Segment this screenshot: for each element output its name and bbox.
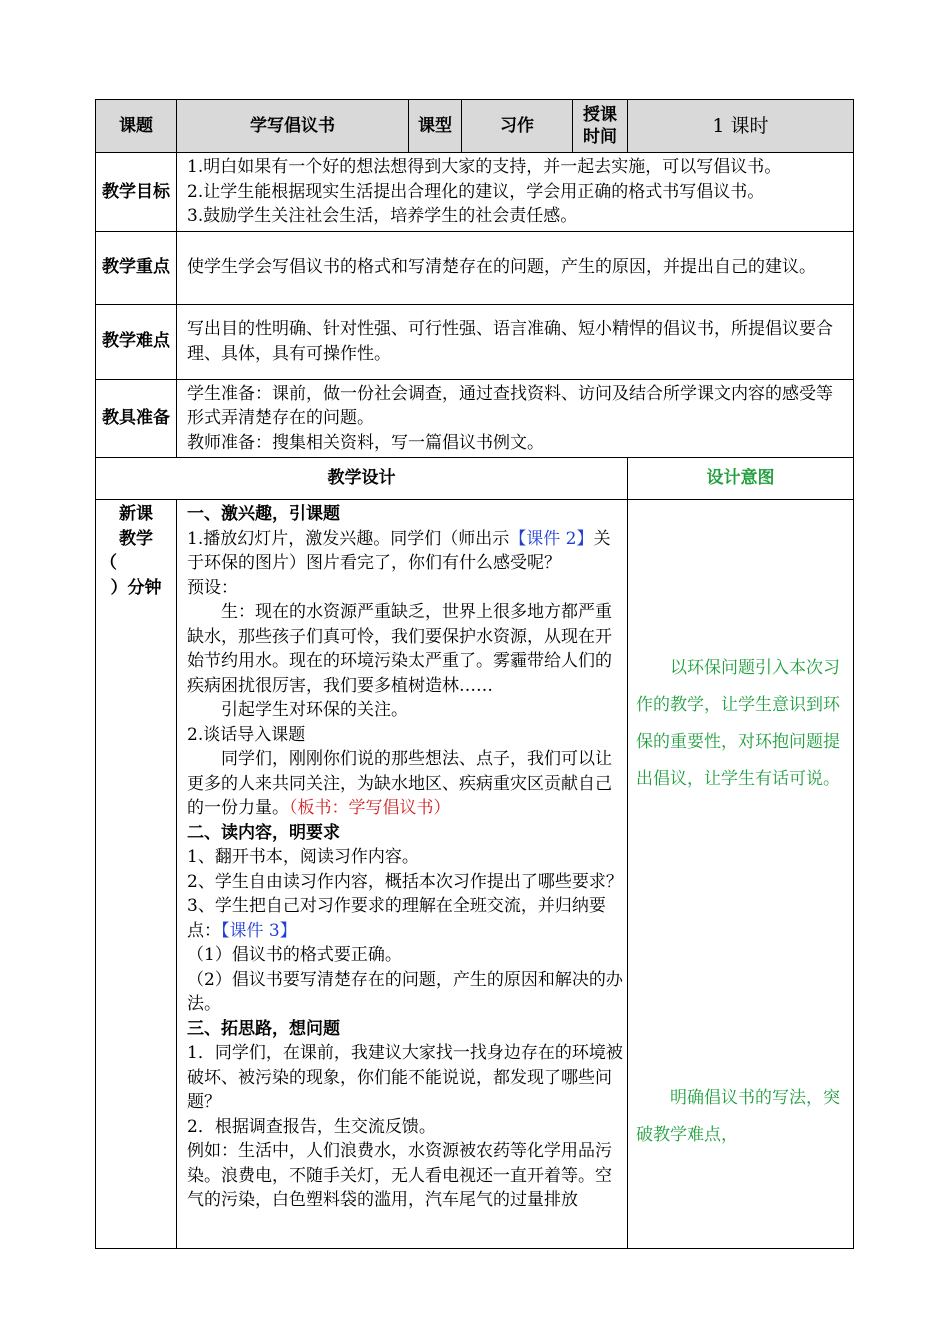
difficulties-row xyxy=(96,304,854,379)
paragraph: 生：现在的水资源严重缺乏，世界上很多地方都严重缺水，那些孩子们真可怜，我们要保护水资源，从现在开始节约用水。现在的环境污染太严重了。雾霾带给人们的疾病困扰很厉害，我们要多植树造林…… xyxy=(187,602,612,696)
difficulties-label xyxy=(96,304,177,379)
intent-header: 设计意图 xyxy=(628,458,854,500)
lesson-plan-table xyxy=(95,99,854,1249)
paragraph: 引起学生对环保的关注。 xyxy=(221,700,408,720)
courseware-ref: 【课件 2】 xyxy=(509,528,594,549)
text-span: 1.播放幻灯片，激发兴趣。同学们（师出示 xyxy=(187,528,510,549)
topic-value: 学写倡议书 xyxy=(177,100,409,153)
goal-item: 2.让学生能根据现实生活提出合理化的建议，学会用正确的格式书写倡议书。 xyxy=(187,181,765,202)
design-content xyxy=(177,500,628,1249)
paragraph: 2．根据调查报告，生交流反馈。 xyxy=(187,1116,436,1137)
design-header: 教学设计 xyxy=(96,458,628,500)
tools-label xyxy=(96,379,177,458)
text-span: 3、学生把自己对习作要求的理解在全班交流，并归纳要点： xyxy=(187,896,606,941)
topic-label: 课题 xyxy=(96,100,177,153)
paragraph: 例如：生活中，人们浪费水，水资源被农药等化学用品污染。浪费电，不随手关灯，无人看电视还一直开着等。空气的污染，白色塑料袋的滥用，汽车尾气的过量排放 xyxy=(187,1141,612,1210)
paragraph: 2.谈话导入课题 xyxy=(187,724,306,745)
intent-note: 明确倡议书的写法，突破教学难点， xyxy=(636,1088,840,1145)
tools-label-text: 教具准备 xyxy=(102,408,170,428)
new-lesson-label-line: 新课 xyxy=(119,504,153,524)
time-label: 授课时间 xyxy=(573,100,628,153)
new-lesson-label xyxy=(96,500,177,1249)
intent-content xyxy=(628,500,854,1249)
goals-row xyxy=(96,153,854,232)
goals-label-text: 教学目标 xyxy=(102,181,170,202)
paragraph: 预设： xyxy=(187,577,238,598)
section-title: 二、读内容，明要求 xyxy=(187,822,340,843)
hours-value: 1 课时 xyxy=(628,100,854,153)
courseware-ref: 【课件 3】 xyxy=(221,920,297,941)
text-span: 同学们，刚刚你们说的那些想法、点子，我们可以让更多的人来共同关注，为缺水地区、疾病重灾区贡献自己的一份力量。 xyxy=(187,749,612,818)
key-points-label xyxy=(96,231,177,304)
new-lesson-label-line: 教学 xyxy=(119,528,153,549)
paragraph: （2）倡议书要写清楚存在的问题，产生的原因和解决的办法。 xyxy=(187,969,623,1014)
section-title: 一、激兴趣，引课题 xyxy=(187,504,340,524)
text-span: 关于环保的图片）图片看完了，你们有什么感受呢？ xyxy=(187,528,611,573)
teacher-prep: 教师准备：搜集相关资料，写一篇倡议书例文。 xyxy=(187,432,544,453)
section-title: 三、拓思路，想问题 xyxy=(187,1018,340,1039)
type-value: 习作 xyxy=(462,100,573,153)
student-prep: 学生准备：课前，做一份社会调查，通过查找资料、访问及结合所学课文内容的感受等形式弄清楚存在的问题。 xyxy=(187,383,833,428)
new-lesson-label-line: ）分钟 xyxy=(110,577,162,598)
board-note: （板书：学写倡议书） xyxy=(289,798,451,818)
type-label: 课型 xyxy=(409,100,462,153)
header-row xyxy=(96,100,854,153)
tools-content xyxy=(177,379,854,458)
tools-row xyxy=(96,379,854,458)
section-header-row xyxy=(96,458,854,500)
goal-item: 1.明白如果有一个好的想法想得到大家的支持，并一起去实施，可以写倡议书。 xyxy=(187,157,782,177)
paragraph: 1、翻开书本，阅读习作内容。 xyxy=(187,847,419,867)
key-points-row xyxy=(96,231,854,304)
key-points-label-text: 教学重点 xyxy=(102,257,170,278)
paragraph xyxy=(187,527,623,576)
new-lesson-label-line: （ xyxy=(100,553,117,573)
paragraph xyxy=(187,894,623,943)
goals-content xyxy=(177,153,854,232)
paragraph: 2、学生自由读习作内容，概括本次习作提出了哪些要求？ xyxy=(187,871,623,892)
intent-note: 以环保问题引入本次习作的教学，让学生意识到环保的重要性，对环抱问题提出倡议，让学生有话可说。 xyxy=(636,658,840,789)
goals-label xyxy=(96,153,177,232)
paragraph xyxy=(187,747,623,821)
paragraph: （1）倡议书的格式要正确。 xyxy=(187,945,402,965)
difficulties-content: 写出目的性明确、针对性强、可行性强、语言准确、短小精悍的倡议书，所提倡议要合理、具体，具有可操作性。 xyxy=(177,304,854,379)
key-points-content: 使学生学会写倡议书的格式和写清楚存在的问题，产生的原因，并提出自己的建议。 xyxy=(177,231,854,304)
goal-item: 3.鼓励学生关注社会生活，培养学生的社会责任感。 xyxy=(187,206,578,226)
paragraph: 1．同学们，在课前，我建议大家找一找身边存在的环境被破坏、被污染的现象，你们能不能说说，都发现了哪些问题？ xyxy=(187,1043,623,1112)
difficulties-label-text: 教学难点 xyxy=(102,331,170,352)
new-lesson-row xyxy=(96,500,854,1249)
